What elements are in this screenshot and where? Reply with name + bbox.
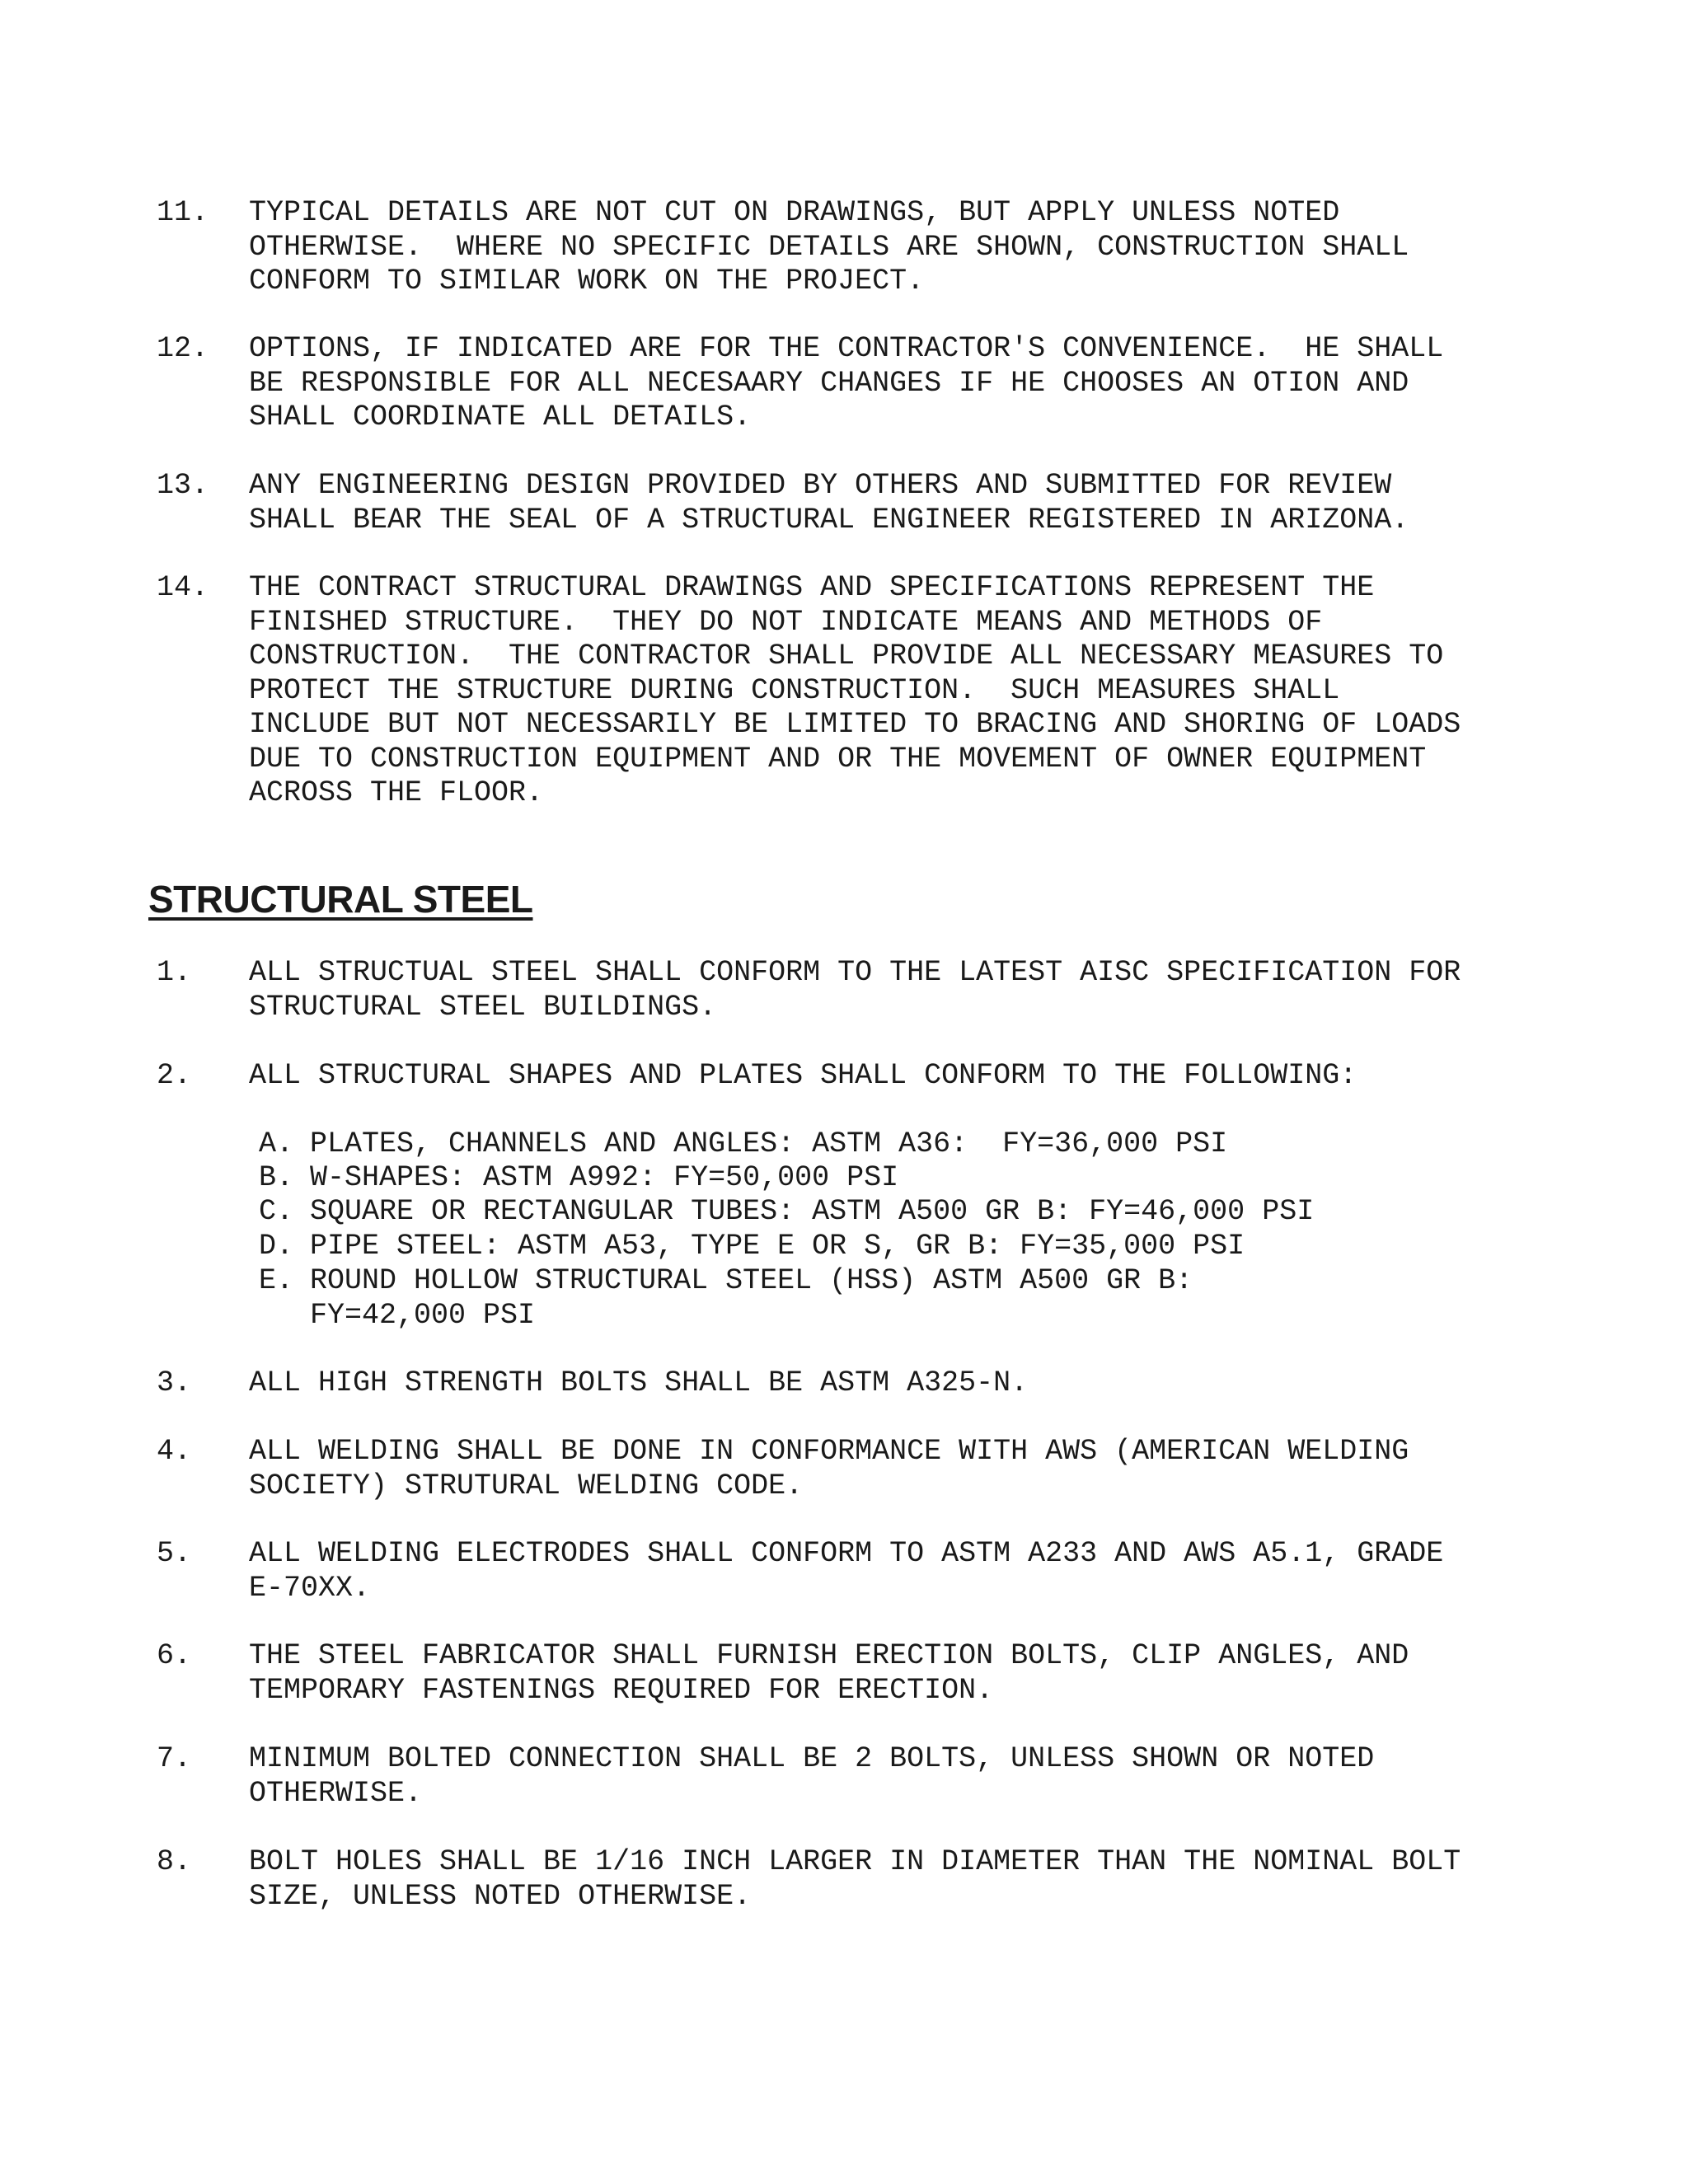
note-number: 5. bbox=[157, 1537, 192, 1570]
note-number: 3. bbox=[157, 1366, 192, 1399]
note-line: SHALL BEAR THE SEAL OF A STRUCTURAL ENGINEER REGISTERED IN ARIZONA. bbox=[249, 503, 1409, 537]
spec-letter: B. bbox=[259, 1161, 294, 1194]
note-item bbox=[157, 469, 1574, 537]
note-line: SOCIETY) STRUTURAL WELDING CODE. bbox=[249, 1469, 804, 1502]
spec-line: SQUARE OR RECTANGULAR TUBES: ASTM A500 GR B: FY=46,000 PSI bbox=[310, 1195, 1315, 1228]
note-line: E-70XX. bbox=[249, 1571, 371, 1605]
note-line: OTHERWISE. bbox=[249, 1776, 423, 1810]
shape-spec-item bbox=[259, 1161, 1578, 1196]
steel-note-item bbox=[157, 1059, 1574, 1094]
note-number: 11. bbox=[157, 196, 209, 229]
spec-letter: A. bbox=[259, 1127, 294, 1160]
note-line: DUE TO CONSTRUCTION EQUIPMENT AND OR THE MOVEMENT OF OWNER EQUIPMENT bbox=[249, 742, 1427, 776]
note-line: TEMPORARY FASTENINGS REQUIRED FOR ERECTION. bbox=[249, 1673, 994, 1707]
note-line: BE RESPONSIBLE FOR ALL NECESAARY CHANGES IF HE CHOOSES AN OTION AND bbox=[249, 366, 1409, 400]
note-line: SIZE, UNLESS NOTED OTHERWISE. bbox=[249, 1879, 752, 1913]
note-line: THE CONTRACT STRUCTURAL DRAWINGS AND SPECIFICATIONS REPRESENT THE bbox=[249, 571, 1375, 604]
note-line: ALL HIGH STRENGTH BOLTS SHALL BE ASTM A325-N. bbox=[249, 1366, 1029, 1399]
steel-note-item bbox=[157, 1639, 1574, 1708]
spec-line: ROUND HOLLOW STRUCTURAL STEEL (HSS) ASTM A500 GR B: bbox=[310, 1264, 1193, 1297]
note-line: INCLUDE BUT NOT NECESSARILY BE LIMITED TO BRACING AND SHORING OF LOADS bbox=[249, 708, 1461, 741]
shape-spec-item bbox=[259, 1230, 1578, 1264]
note-number: 7. bbox=[157, 1742, 192, 1775]
note-line: THE STEEL FABRICATOR SHALL FURNISH ERECTION BOLTS, CLIP ANGLES, AND bbox=[249, 1639, 1409, 1672]
note-line: SHALL COORDINATE ALL DETAILS. bbox=[249, 401, 752, 434]
spec-line: W-SHAPES: ASTM A992: FY=50,000 PSI bbox=[310, 1161, 899, 1194]
note-number: 1. bbox=[157, 956, 192, 989]
steel-note-item bbox=[157, 956, 1574, 1024]
note-number: 13. bbox=[157, 469, 209, 502]
note-line: FINISHED STRUCTURE. THEY DO NOT INDICATE MEANS AND METHODS OF bbox=[249, 605, 1323, 639]
steel-note-item bbox=[157, 1742, 1574, 1811]
note-line: ALL STRUCTURAL SHAPES AND PLATES SHALL CONFORM TO THE FOLLOWING: bbox=[249, 1059, 1357, 1092]
steel-note-item bbox=[157, 1845, 1574, 1914]
spec-letter: E. bbox=[259, 1264, 294, 1297]
shape-spec-item bbox=[259, 1264, 1578, 1333]
note-line: ALL STRUCTUAL STEEL SHALL CONFORM TO THE LATEST AISC SPECIFICATION FOR bbox=[249, 956, 1461, 989]
note-line: ACROSS THE FLOOR. bbox=[249, 776, 544, 809]
note-number: 2. bbox=[157, 1059, 192, 1092]
shape-spec-item bbox=[259, 1127, 1578, 1162]
note-line: CONFORM TO SIMILAR WORK ON THE PROJECT. bbox=[249, 265, 925, 298]
note-line: PROTECT THE STRUCTURE DURING CONSTRUCTION. SUCH MEASURES SHALL bbox=[249, 673, 1340, 707]
note-number: 12. bbox=[157, 332, 209, 365]
note-line: OTHERWISE. WHERE NO SPECIFIC DETAILS ARE SHOWN, CONSTRUCTION SHALL bbox=[249, 230, 1409, 264]
note-item bbox=[157, 332, 1574, 435]
note-item bbox=[157, 196, 1574, 299]
note-line: OPTIONS, IF INDICATED ARE FOR THE CONTRACTOR'S CONVENIENCE. HE SHALL bbox=[249, 332, 1444, 365]
spec-line: PLATES, CHANNELS AND ANGLES: ASTM A36: FY=36,000 PSI bbox=[310, 1127, 1228, 1160]
note-number: 8. bbox=[157, 1845, 192, 1878]
note-item bbox=[157, 571, 1574, 811]
steel-note-item bbox=[157, 1366, 1574, 1401]
note-number: 4. bbox=[157, 1435, 192, 1468]
steel-note-item bbox=[157, 1537, 1574, 1605]
note-line: ALL WELDING SHALL BE DONE IN CONFORMANCE WITH AWS (AMERICAN WELDING bbox=[249, 1435, 1409, 1468]
steel-note-item bbox=[157, 1435, 1574, 1503]
note-line: STRUCTURAL STEEL BUILDINGS. bbox=[249, 990, 717, 1024]
spec-letter: C. bbox=[259, 1195, 294, 1228]
note-line: MINIMUM BOLTED CONNECTION SHALL BE 2 BOLTS, UNLESS SHOWN OR NOTED bbox=[249, 1742, 1375, 1775]
section-heading: STRUCTURAL STEEL bbox=[148, 878, 533, 921]
shape-spec-item bbox=[259, 1195, 1578, 1230]
note-line: ALL WELDING ELECTRODES SHALL CONFORM TO ASTM A233 AND AWS A5.1, GRADE bbox=[249, 1537, 1444, 1570]
note-line: BOLT HOLES SHALL BE 1/16 INCH LARGER IN DIAMETER THAN THE NOMINAL BOLT bbox=[249, 1845, 1461, 1878]
spec-line: FY=42,000 PSI bbox=[310, 1298, 536, 1332]
note-number: 14. bbox=[157, 571, 209, 604]
spec-letter: D. bbox=[259, 1230, 294, 1263]
note-number: 6. bbox=[157, 1639, 192, 1672]
note-line: CONSTRUCTION. THE CONTRACTOR SHALL PROVIDE ALL NECESSARY MEASURES TO bbox=[249, 640, 1444, 673]
note-line: TYPICAL DETAILS ARE NOT CUT ON DRAWINGS, BUT APPLY UNLESS NOTED bbox=[249, 196, 1340, 229]
spec-line: PIPE STEEL: ASTM A53, TYPE E OR S, GR B: FY=35,000 PSI bbox=[310, 1230, 1245, 1263]
note-line: ANY ENGINEERING DESIGN PROVIDED BY OTHERS AND SUBMITTED FOR REVIEW bbox=[249, 469, 1392, 502]
